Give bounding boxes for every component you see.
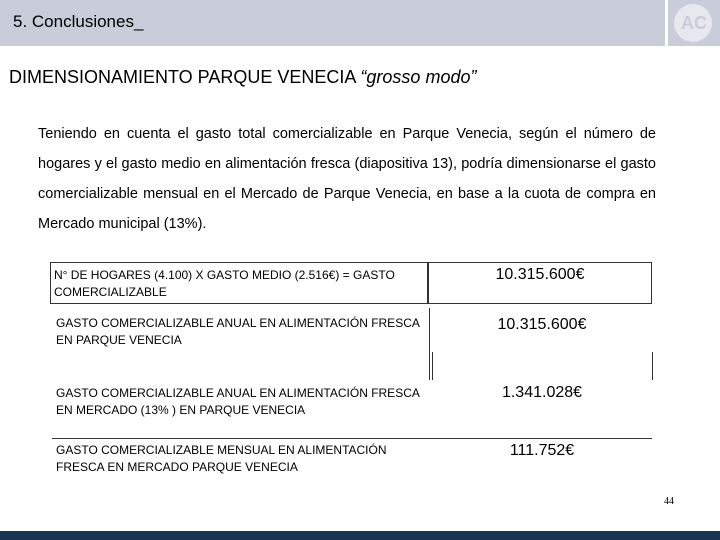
- slide-title: [9, 67, 476, 88]
- logo: [668, 0, 720, 46]
- row-4-value: 111.752€: [509, 442, 575, 459]
- slide-title-main: DIMENSIONAMIENTO PARQUE VENECIA: [9, 67, 356, 87]
- row-2-value: 10.315.600€: [497, 316, 587, 333]
- logo-text: AC: [681, 13, 707, 33]
- row-4-label: GASTO COMERCIALIZABLE MENSUAL EN ALIMENTACIÓN FRESCA EN MERCADO PARQUE VENECIA: [56, 443, 387, 474]
- section-title: 5. Conclusiones_: [13, 12, 144, 31]
- row-2-divider-inner: [432, 352, 433, 380]
- row-2-divider-right: [652, 352, 653, 380]
- body-paragraph: Teniendo en cuenta el gasto total comercializable en Parque Venecia, según el número de hogares y el gasto medio en alimentación fresca (diapositiva 13), podría dimensionarse el gasto comercializable mensual en el Mercado de Parque Venecia, en base a la cuota de compra en Mercado municipal (13%).: [38, 126, 656, 232]
- row-4-top-border: [52, 438, 652, 439]
- row-2-label: GASTO COMERCIALIZABLE ANUAL EN ALIMENTACIÓN FRESCA EN PARQUE VENECIA: [56, 316, 420, 347]
- row-2-divider-left: [429, 308, 430, 380]
- row-3-label: GASTO COMERCIALIZABLE ANUAL EN ALIMENTACIÓN FRESCA EN MERCADO (13% ) EN PARQUE VENECIA: [56, 386, 420, 417]
- header-band: [0, 0, 665, 46]
- row-1-label: N° DE HOGARES (4.100) X GASTO MEDIO (2.516€) = GASTO COMERCIALIZABLE: [54, 268, 395, 299]
- slide-title-quoted: “grosso modo”: [360, 67, 477, 87]
- footer-band: [0, 531, 720, 540]
- row-1-value: 10.315.600€: [495, 266, 585, 283]
- row-3-value: 1.341.028€: [501, 384, 583, 401]
- page-number: 44: [664, 496, 674, 507]
